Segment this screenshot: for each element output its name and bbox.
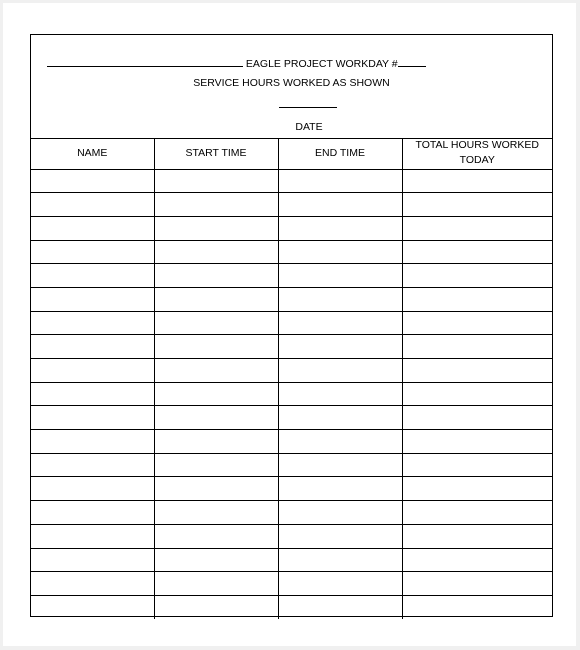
name-cell[interactable] xyxy=(31,193,154,217)
end-time-cell[interactable] xyxy=(278,359,402,383)
table-row xyxy=(31,406,552,430)
total-hours-cell[interactable] xyxy=(402,477,552,501)
name-cell[interactable] xyxy=(31,359,154,383)
start-time-cell[interactable] xyxy=(154,359,278,383)
workday-number-blank xyxy=(398,56,426,67)
total-hours-cell[interactable] xyxy=(402,335,552,359)
start-time-cell[interactable] xyxy=(154,477,278,501)
total-hours-cell[interactable] xyxy=(402,548,552,572)
end-time-cell[interactable] xyxy=(278,335,402,359)
date-blank xyxy=(279,107,337,108)
total-hours-cell[interactable] xyxy=(402,193,552,217)
name-cell[interactable] xyxy=(31,406,154,430)
end-time-cell[interactable] xyxy=(278,430,402,454)
total-hours-cell[interactable] xyxy=(402,264,552,288)
end-time-cell[interactable] xyxy=(278,287,402,311)
name-cell[interactable] xyxy=(31,240,154,264)
start-time-cell[interactable] xyxy=(154,169,278,193)
name-cell[interactable] xyxy=(31,216,154,240)
total-hours-cell[interactable] xyxy=(402,501,552,525)
table-row xyxy=(31,311,552,335)
name-cell[interactable] xyxy=(31,287,154,311)
start-time-cell[interactable] xyxy=(154,595,278,619)
start-time-cell[interactable] xyxy=(154,287,278,311)
table-row xyxy=(31,453,552,477)
table-row xyxy=(31,287,552,311)
scout-name-blank xyxy=(47,56,243,67)
table-row xyxy=(31,501,552,525)
total-hours-cell[interactable] xyxy=(402,572,552,596)
start-time-cell[interactable] xyxy=(154,216,278,240)
column-header-total-hours: TOTAL HOURS WORKED TODAY xyxy=(402,138,552,169)
end-time-cell[interactable] xyxy=(278,524,402,548)
start-time-cell[interactable] xyxy=(154,193,278,217)
start-time-cell[interactable] xyxy=(154,453,278,477)
total-hours-cell[interactable] xyxy=(402,169,552,193)
total-hours-cell[interactable] xyxy=(402,453,552,477)
start-time-cell[interactable] xyxy=(154,264,278,288)
end-time-cell[interactable] xyxy=(278,548,402,572)
end-time-cell[interactable] xyxy=(278,240,402,264)
column-header-start-time: START TIME xyxy=(154,138,278,169)
table-row xyxy=(31,169,552,193)
table-row xyxy=(31,572,552,596)
end-time-cell[interactable] xyxy=(278,311,402,335)
workday-title-line xyxy=(47,56,537,70)
total-hours-cell[interactable] xyxy=(402,240,552,264)
end-time-cell[interactable] xyxy=(278,501,402,525)
start-time-cell[interactable] xyxy=(154,335,278,359)
start-time-cell[interactable] xyxy=(154,548,278,572)
table-header-row xyxy=(31,138,552,169)
end-time-cell[interactable] xyxy=(278,572,402,596)
table-row xyxy=(31,382,552,406)
end-time-cell[interactable] xyxy=(278,595,402,619)
column-header-end-time: END TIME xyxy=(278,138,402,169)
start-time-cell[interactable] xyxy=(154,524,278,548)
name-cell[interactable] xyxy=(31,382,154,406)
table-row xyxy=(31,477,552,501)
workday-form xyxy=(30,34,553,617)
name-cell[interactable] xyxy=(31,169,154,193)
total-hours-cell[interactable] xyxy=(402,595,552,619)
name-cell[interactable] xyxy=(31,548,154,572)
end-time-cell[interactable] xyxy=(278,264,402,288)
name-cell[interactable] xyxy=(31,477,154,501)
end-time-cell[interactable] xyxy=(278,169,402,193)
total-hours-cell[interactable] xyxy=(402,524,552,548)
total-hours-cell[interactable] xyxy=(402,287,552,311)
name-cell[interactable] xyxy=(31,311,154,335)
service-hours-subtitle: SERVICE HOURS WORKED AS SHOWN xyxy=(193,77,390,89)
document-page xyxy=(3,3,576,646)
name-cell[interactable] xyxy=(31,501,154,525)
name-cell[interactable] xyxy=(31,595,154,619)
total-hours-cell[interactable] xyxy=(402,382,552,406)
table-row xyxy=(31,595,552,619)
start-time-cell[interactable] xyxy=(154,382,278,406)
date-label: DATE xyxy=(295,121,323,133)
end-time-cell[interactable] xyxy=(278,406,402,430)
start-time-cell[interactable] xyxy=(154,240,278,264)
total-hours-cell[interactable] xyxy=(402,216,552,240)
workday-title: EAGLE PROJECT WORKDAY # xyxy=(245,58,398,70)
total-hours-cell[interactable] xyxy=(402,406,552,430)
table-row xyxy=(31,193,552,217)
start-time-cell[interactable] xyxy=(154,572,278,596)
name-cell[interactable] xyxy=(31,335,154,359)
column-header-name: NAME xyxy=(31,138,154,169)
end-time-cell[interactable] xyxy=(278,453,402,477)
total-hours-cell[interactable] xyxy=(402,311,552,335)
total-hours-cell[interactable] xyxy=(402,430,552,454)
total-hours-cell[interactable] xyxy=(402,359,552,383)
end-time-cell[interactable] xyxy=(278,382,402,406)
table-row xyxy=(31,335,552,359)
name-cell[interactable] xyxy=(31,524,154,548)
start-time-cell[interactable] xyxy=(154,406,278,430)
end-time-cell[interactable] xyxy=(278,216,402,240)
name-cell[interactable] xyxy=(31,430,154,454)
table-row xyxy=(31,216,552,240)
table-row xyxy=(31,359,552,383)
end-time-cell[interactable] xyxy=(278,193,402,217)
name-cell[interactable] xyxy=(31,264,154,288)
start-time-cell[interactable] xyxy=(154,501,278,525)
name-cell[interactable] xyxy=(31,453,154,477)
start-time-cell[interactable] xyxy=(154,311,278,335)
form-header xyxy=(31,35,552,139)
table-body xyxy=(31,169,552,619)
hours-table xyxy=(31,138,552,619)
end-time-cell[interactable] xyxy=(278,477,402,501)
table-row xyxy=(31,548,552,572)
start-time-cell[interactable] xyxy=(154,430,278,454)
table-row xyxy=(31,240,552,264)
table-row xyxy=(31,430,552,454)
table-row xyxy=(31,264,552,288)
table-row xyxy=(31,524,552,548)
name-cell[interactable] xyxy=(31,572,154,596)
